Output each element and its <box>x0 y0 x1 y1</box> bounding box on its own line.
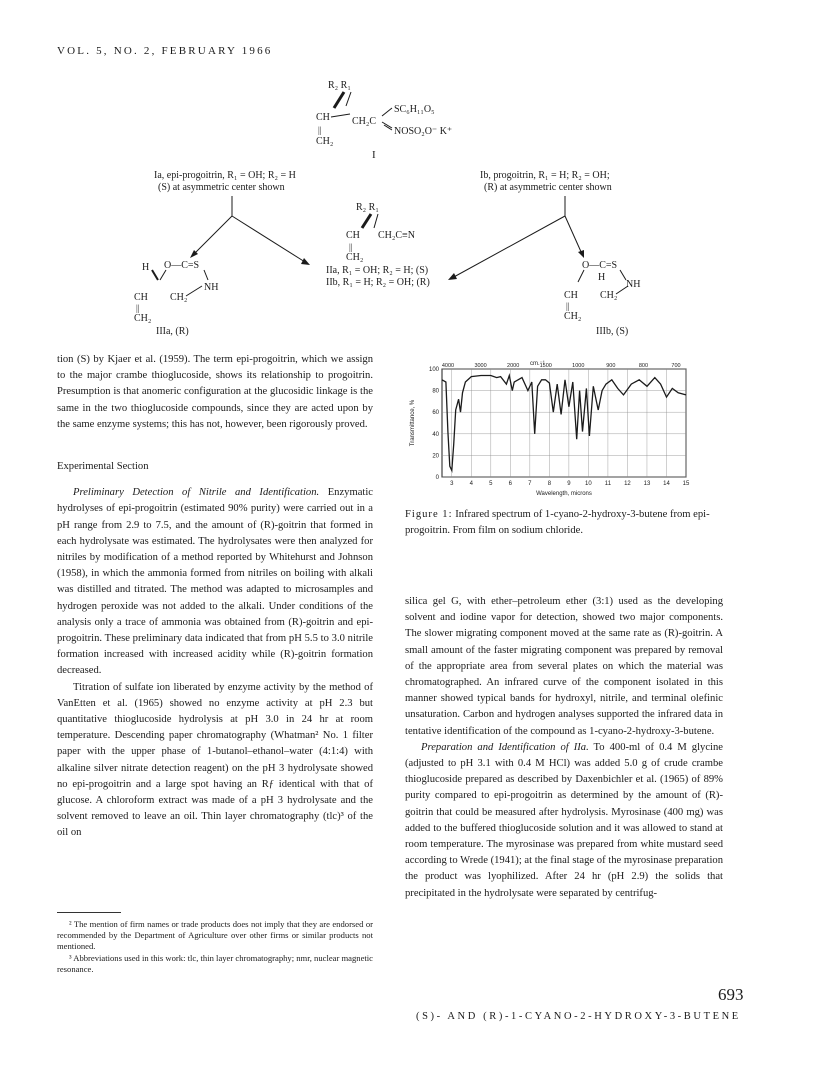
iia: IIa, R₁ = OH; R₂ = H; (S) <box>326 265 429 276</box>
running-title: (S)- AND (R)-1-CYANO-2-HYDROXY-3-BUTENE <box>416 1011 741 1022</box>
iiia-ch: CH <box>134 292 148 303</box>
footnote-3: ³ Abbreviations used in this work: tlc, thin layer chromatography; nmr, nuclear magnetic resonance. <box>57 952 373 974</box>
compound-i-ch2c: CH₂C <box>352 116 377 127</box>
left-paragraph-2 <box>57 485 373 679</box>
iiia-h: H <box>142 262 150 273</box>
y-tick-label: 40 <box>432 431 439 438</box>
left-paragraph-2-head: Preliminary Detection of Nitrile and Identification. <box>73 487 320 499</box>
left-paragraph-1: tion (S) by Kjaer et al. (1959). The term epi-progoitrin, which we assign to the major crambe thioglucoside, shows its relationship to progoitrin. Presumption is that anomeric configuration at the glucosidic linkage is the same in the two thioglucoside compounds, since they are acted upon by the same enzyme systems; this has not, however, been rigorously proved. <box>57 354 373 430</box>
left-paragraph-3: Titration of sulfate ion liberated by enzyme activity by the method of VanEtten et al. (1965) showed no enzyme activity at pH 2.3 but quantitative thioglucoside hydrolysis at pH 3.0 in 24 hr at room temperature. Descending paper chromatography (Whatman² No. 1 filter paper with the upper phase of 1-butanol–ethanol–water (4:1:4) with alkaline silver nitrate detection reagent) on the pH 3 hydrolysate showed no epi-progoitrin and a large spot having an Rƒ identical with that of glucose. A chloroform extract was made of a pH 3 hydrolysate and the solvent removed to leave an oil. Thin layer chromatography (tlc)³ of the oil on <box>57 681 373 839</box>
ii-ch: CH <box>346 230 360 241</box>
x-tick-label: 10 <box>585 481 592 487</box>
top-tick-label: 4000 <box>441 363 455 369</box>
footnote-rule <box>57 912 121 913</box>
compound-i-n: NOSO₂O⁻ K⁺ <box>394 126 453 137</box>
iiib-o: O—C=S <box>582 260 618 271</box>
compound-i-s: SC₆H₁₁O₅ <box>394 104 435 115</box>
compound-i-label: I <box>372 149 376 161</box>
ii-ch2: CH₂ <box>346 252 364 263</box>
section-title: Experimental Section <box>57 461 149 473</box>
x-tick-label: 7 <box>528 481 532 487</box>
ib-line1: Ib, progoitrin, R₁ = H; R₂ = OH; <box>480 170 610 181</box>
ia-line2: (S) at asymmetric center shown <box>158 182 285 193</box>
iiib-label: IIIb, (S) <box>596 326 629 337</box>
iiia-label: IIIa, (R) <box>156 326 189 337</box>
caption-text: Infrared spectrum of 1-cyano-2-hydroxy-3-butene from epi-progoitrin. From film on sodium chloride. <box>405 509 710 536</box>
compound-i-r: R₂ R₁ <box>328 80 351 91</box>
top-tick-label: 1000 <box>572 363 585 369</box>
caption-label: Figure 1: <box>405 509 453 520</box>
ii-cn: CH₂C≡N <box>378 230 415 241</box>
iib: IIb, R₁ = H; R₂ = OH; (R) <box>326 277 430 288</box>
ii-r: R₂ R₁ <box>356 202 379 213</box>
top-tick-label: 700 <box>671 363 681 369</box>
svg-text:||: || <box>136 303 140 313</box>
top-tick-label: 900 <box>606 363 616 369</box>
right-column <box>405 594 723 902</box>
ia-line1: Ia, epi-progoitrin, R₁ = OH; R₂ = H <box>154 170 296 181</box>
compound-i-ch: CH <box>316 112 330 123</box>
x-tick-label: 15 <box>682 481 690 487</box>
svg-text:||: || <box>566 301 570 311</box>
x-tick-label: 12 <box>624 481 631 487</box>
x-tick-label: 3 <box>450 481 454 487</box>
x-tick-label: 6 <box>508 481 512 487</box>
iiib-h: H <box>598 272 606 283</box>
right-paragraph-2-body: To 400-ml of 0.4 M glycine (adjusted to pH 3.1 with 0.4 M HCl) was added 5.0 g of crude crambe thioglucoside prepared as described by Daxenbichler et al. (1965) of 89% purity compared to epi-progoitrin as determined by the amount of (R)-goitrin that could be measured after hydrolysis. Myrosinase (400 mg) was added to the buffered thioglucoside solution and it was allowed to stand at room temperature. The myrosinase was prepared from white mustard seed according to Wrede (1941); at the final stage of the myrosinase preparation the product was lyophilized. After 24 hr (pH 2.9) the solids that precipitated in the hydrolysate were separated by centrifug- <box>405 741 723 899</box>
right-paragraph-1: silica gel G, with ether–petroleum ether (3:1) used as the developing solvent and iodine vapor for detection, showed two major components. The slower migrating component moved at the same rate as (R)-goitrin. A small amount of the faster migrating component was prepared by removal of the appropriate area from several plates on which the material was chromatographed. An infrared curve of the component isolated in this manner showed typical bands for hydroxyl, nitrile, and terminal olefinic unsaturation. Carbon and hydrogen analyses supported the infrared data in tentative identification of the compound as 1-cyano-2-hydroxy-3-butene. <box>405 596 723 737</box>
running-head: VOL. 5, NO. 2, FEBRUARY 1966 <box>57 45 273 57</box>
x-tick-label: 13 <box>643 481 651 487</box>
y-tick-label: 20 <box>432 453 439 460</box>
ib-line2: (R) at asymmetric center shown <box>484 182 612 193</box>
right-paragraph-2 <box>405 740 723 902</box>
y-tick-label: 80 <box>432 388 439 395</box>
infrared-spectrum-chart <box>400 357 700 502</box>
top-tick-label: 2000 <box>507 363 520 369</box>
page-number: 693 <box>718 985 744 1004</box>
footnotes <box>57 912 373 975</box>
left-paragraph-2-body: Enzymatic hydrolyses of epi-progoitrin (estimated 90% purity) were carried out in a pH range from 2.9 to 7.5, and the amount of (R)-goitrin that formed in each hydrolysate was estimated. The hydrolysates were then analyzed for nitriles by modification of a method reported by Whitehurst and Johnson (1958), in which the ammonia formed from nitriles on boiling with alkali was distilled and titrated. The method was adapted to microsamples and hydrogen peroxide was not added to the alkali. Under conditions of the analysis only a trace of ammonia was obtained from (R)-goitrin and epi-progoitrin. These preliminary data indicated that from pH 5.5 to 3.0 nitrile formation increased with increased acidity while (R)-goitrin formation decreased. <box>57 487 374 677</box>
reaction-scheme <box>120 72 680 352</box>
iiib-ch: CH <box>564 290 578 301</box>
spectrum-line <box>442 376 686 471</box>
y-tick-label: 100 <box>428 367 439 373</box>
x-tick-label: 14 <box>663 481 670 487</box>
iiia-ch2r: CH₂ <box>170 292 188 303</box>
iiia-ch2: CH₂ <box>134 313 152 324</box>
iiib-nh: NH <box>626 279 641 290</box>
x-tick-label: 11 <box>604 481 612 487</box>
svg-text:||: || <box>318 125 322 135</box>
top-tick-label: 1500 <box>539 363 552 369</box>
footnote-2: ² The mention of firm names or trade products does not imply that they are endorsed or recommended by the Department of Agriculture over other firms or similar products not mentioned. <box>57 919 373 952</box>
top-tick-label: 800 <box>638 363 649 369</box>
x-tick-label: 5 <box>489 481 493 487</box>
y-tick-label: 0 <box>435 475 439 481</box>
top-axis-label: cm.⁻¹ <box>530 361 545 367</box>
left-column <box>57 352 373 842</box>
iiia-o: O—C=S <box>164 260 200 271</box>
x-tick-label: 8 <box>547 481 552 487</box>
compound-i-ch2: CH₂ <box>316 136 334 147</box>
x-axis-label: Wavelength, microns <box>536 491 592 497</box>
x-tick-label: 9 <box>567 481 571 487</box>
top-tick-label: 3000 <box>474 363 487 369</box>
y-axis-label: Transmittance, % <box>410 399 416 447</box>
y-tick-label: 60 <box>432 410 439 417</box>
svg-text:||: || <box>349 242 353 252</box>
iiib-ch2: CH₂ <box>564 311 582 322</box>
iiia-nh: NH <box>204 282 219 293</box>
right-paragraph-2-head: Preparation and Identification of IIa. <box>421 741 589 753</box>
figure-caption <box>405 507 723 538</box>
iiib-ch2r: CH₂ <box>600 290 618 301</box>
x-tick-label: 4 <box>469 481 473 487</box>
